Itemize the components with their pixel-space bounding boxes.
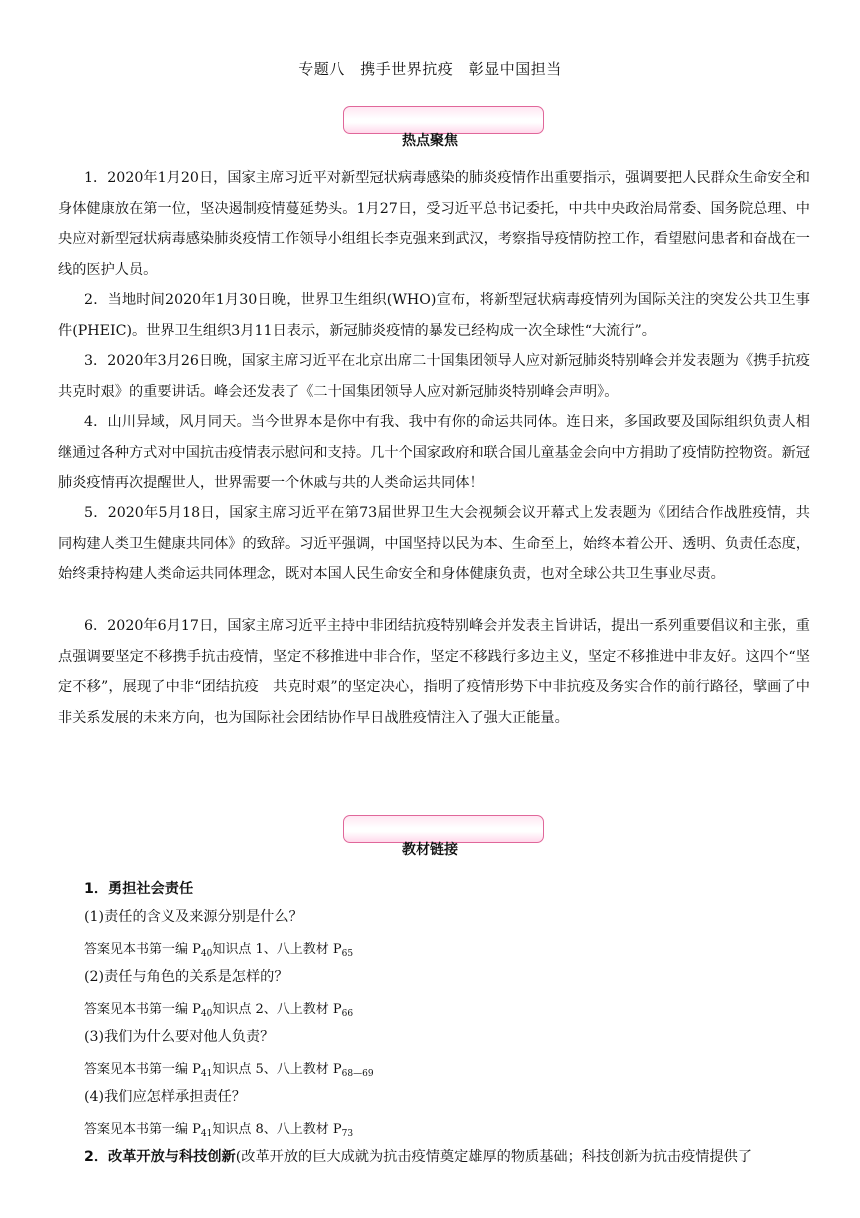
hot-point-4: 4．山川异域，风月同天。当今世界本是你中有我、我中有你的命运共同体。连日来，多国政要及国际组织负责人相继通过各种方式对中国抗击疫情表示慰问和支持。几十个国家政府和联合国儿童基金会向中方捐助了疫情防控物资。新冠肺炎疫情再次提醒世人，世界需要一个休戚与共的人类命运共同体！	[58, 414, 810, 491]
section1-title: 1．勇担社会责任	[84, 881, 194, 897]
hot-point-5: 5．2020年5月18日，国家主席习近平在第73届世界卫生大会视频会议开幕式上发表题为《团结合作战胜疫情，共同构建人类卫生健康共同体》的致辞。习近平强调，中国坚持以民为本、生命至上，始终本着公开、透明、负责任态度，始终秉持构建人类命运共同体理念，既对本国人民生命安全和身体健康负责，也对全球公共卫生事业尽责。	[58, 505, 810, 582]
hot-point-3: 3．2020年3月26日晚，国家主席习近平在北京出席二十国集团领导人应对新冠肺炎特别峰会并发表题为《携手抗疫 共克时艰》的重要讲话。峰会还发表了《二十国集团领导人应对新冠肺炎特别峰会声明》。	[58, 353, 825, 400]
page-title: 专题八 携手世界抗疫 彰显中国担当	[298, 60, 562, 78]
answer-3: 答案见本书第一编 $P_{41}$知识点 5、八上教材 $P_{68—69}$	[84, 1062, 374, 1079]
answer-2: 答案见本书第一编 $P_{40}$知识点 2、八上教材 $P_{66}$	[84, 1002, 354, 1019]
question-2: (2)责任与角色的关系是怎样的？	[84, 969, 289, 985]
question-1: (1)责任的含义及来源分别是什么？	[84, 909, 303, 925]
question-4: (4)我们应怎样承担责任？	[84, 1089, 246, 1105]
section2-line	[84, 1146, 810, 1166]
question-3: (3)我们为什么要对他人负责？	[84, 1029, 275, 1045]
section2-title: 2．改革开放与科技创新	[84, 1149, 236, 1165]
hot-banner-label: 热点聚焦	[402, 133, 458, 149]
answer-1: 答案见本书第一编 $P_{40}$知识点 1、八上教材 $P_{65}$	[84, 942, 354, 959]
section2-text: (改革开放的巨大成就为抗击疫情奠定雄厚的物质基础；科技创新为抗击疫情提供了	[235, 1149, 753, 1165]
hot-point-6: 6．2020年6月17日，国家主席习近平主持中非团结抗疫特别峰会并发表主旨讲话，提出一系列重要倡议和主张，重点强调要坚定不移携手抗击疫情，坚定不移推进中非合作，坚定不移践行多边主义，坚定不移推进中非友好。这四个“坚定不移”，展现了中非“团结抗疫 共克时艰”的坚定决心，指明了疫情形势下中非抗疫及务实合作的前行路径，擘画了中非关系发展的未来方向，也为国际社会团结协作早日战胜疫情注入了强大正能量。	[58, 618, 810, 726]
hot-point-2: 2．当地时间2020年1月30日晚，世界卫生组织(WHO)宣布，将新型冠状病毒疫情列为国际关注的突发公共卫生事件(PHEIC)。世界卫生组织3月11日表示，新冠肺炎疫情的暴发已经构成一次全球性“大流行”。	[58, 292, 810, 339]
textbook-banner-label: 教材链接	[402, 842, 458, 858]
hot-point-1: 1．2020年1月20日，国家主席习近平对新型冠状病毒感染的肺炎疫情作出重要指示，强调要把人民群众生命安全和身体健康放在第一位，坚决遏制疫情蔓延势头。1月27日，受习近平总书记委托，中共中央政治局常委、国务院总理、中央应对新型冠状病毒感染肺炎疫情工作领导小组组长李克强来到武汉，考察指导疫情防控工作，看望慰问患者和奋战在一线的医护人员。	[58, 170, 810, 278]
answer-4: 答案见本书第一编 $P_{41}$知识点 8、八上教材 $P_{73}$	[84, 1122, 354, 1139]
